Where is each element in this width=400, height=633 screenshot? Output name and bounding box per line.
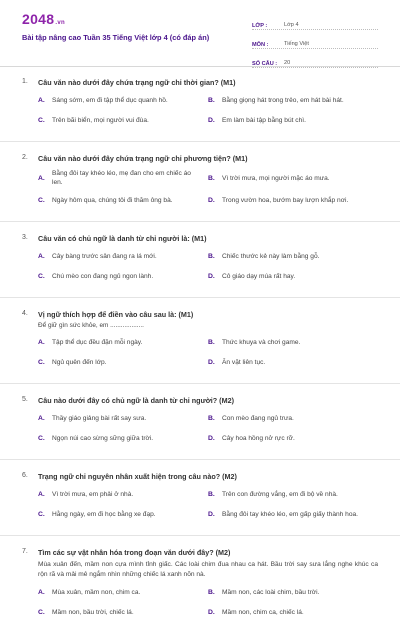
meta-row — [252, 14, 378, 30]
option-letter: B. — [208, 338, 215, 346]
option-letter: A. — [38, 338, 45, 346]
question-header — [22, 548, 378, 558]
question-item — [0, 460, 400, 536]
question-text: Câu nào dưới đây có chủ ngữ là danh từ chỉ người? (M2) — [38, 396, 234, 405]
option-letter: B. — [208, 588, 215, 596]
answer-options — [22, 487, 378, 527]
question-passage: Mùa xuân đến, mầm non cựa mình tỉnh giấc. Các loài chim đua nhau ca hát. Bầu trời say sưa lắng nghe khúc ca rộn rã và mải mê ngắm nhìn những chiếc lá xanh nõn nà. — [38, 561, 378, 578]
option-text: Ngủ quên đến lớp. — [52, 358, 107, 366]
answer-option[interactable] — [38, 411, 208, 425]
answer-option[interactable] — [208, 113, 378, 127]
question-text: Câu văn nào dưới đây chứa trạng ngữ chỉ phương tiện? (M1) — [38, 154, 248, 163]
answer-option[interactable] — [208, 411, 378, 425]
question-header — [22, 472, 378, 482]
option-text: Em làm bài tập bằng bút chì. — [222, 116, 306, 124]
option-text: Chú mèo con đang ngủ ngon lành. — [52, 272, 154, 280]
option-letter: A. — [38, 490, 45, 498]
question-number: 7. — [22, 548, 28, 555]
answer-option[interactable] — [38, 507, 208, 521]
question-header — [22, 154, 378, 164]
question-item — [0, 142, 400, 222]
logo-main: 2048 — [22, 11, 55, 27]
site-logo[interactable] — [22, 11, 65, 27]
option-text: Ngọn núi cao sừng sững giữa trời. — [52, 434, 154, 442]
question-item — [0, 536, 400, 633]
meta-row — [252, 33, 378, 49]
answer-options — [22, 585, 378, 625]
option-text: Con mèo đang ngủ trưa. — [222, 414, 294, 422]
answer-option[interactable] — [38, 335, 208, 349]
option-letter: C. — [38, 608, 45, 616]
option-letter: B. — [208, 174, 215, 182]
option-text: Trong vườn hoa, bướm bay lượn khắp nơi. — [222, 196, 349, 204]
option-letter: B. — [208, 490, 215, 498]
question-text: Vị ngữ thích hợp để điền vào câu sau là: (M1) — [38, 310, 194, 319]
answer-option[interactable] — [38, 431, 208, 445]
option-letter: C. — [38, 196, 45, 204]
question-item — [0, 222, 400, 298]
option-letter: C. — [38, 358, 45, 366]
option-letter: C. — [38, 510, 45, 518]
option-text: Trên con đường vắng, em đi bộ về nhà. — [222, 490, 338, 498]
answer-option[interactable] — [208, 585, 378, 599]
question-item — [0, 298, 400, 384]
option-letter: B. — [208, 414, 215, 422]
option-text: Bằng đôi tay khéo léo, mẹ đan cho em chiếc áo len. — [52, 170, 191, 186]
answer-options — [22, 249, 378, 289]
option-letter: A. — [38, 174, 45, 182]
answer-options — [22, 411, 378, 451]
meta-value: Tiếng Việt — [284, 41, 309, 47]
option-text: Cô giáo dạy múa rất hay. — [222, 272, 296, 280]
option-text: Hằng ngày, em đi học bằng xe đạp. — [52, 510, 156, 518]
question-item — [0, 66, 400, 142]
option-text: Mầm non, các loài chim, bầu trời. — [222, 588, 320, 596]
answer-option[interactable] — [208, 355, 378, 369]
option-text: Thầy giáo giảng bài rất say sưa. — [52, 414, 147, 422]
answer-option[interactable] — [38, 487, 208, 501]
answer-options — [22, 93, 378, 133]
answer-option[interactable] — [38, 193, 208, 207]
question-number: 6. — [22, 472, 28, 479]
question-number: 5. — [22, 396, 28, 403]
question-text: Trạng ngữ chỉ nguyên nhân xuất hiện trong câu nào? (M2) — [38, 472, 237, 481]
question-number: 1. — [22, 78, 28, 85]
option-letter: A. — [38, 96, 45, 104]
option-text: Bằng giọng hát trong trẻo, em hát bài hát. — [222, 96, 344, 104]
answer-option[interactable] — [208, 605, 378, 619]
meta-value: Lớp 4 — [284, 22, 299, 28]
option-text: Mầm non, chim ca, chiếc lá. — [222, 608, 304, 616]
option-letter: C. — [38, 116, 45, 124]
answer-option[interactable] — [38, 113, 208, 127]
option-letter: C. — [38, 434, 45, 442]
option-letter: A. — [38, 588, 45, 596]
option-text: Mầm non, bầu trời, chiếc lá. — [52, 608, 134, 616]
option-letter: A. — [38, 252, 45, 260]
option-letter: B. — [208, 96, 215, 104]
option-text: Trên bãi biển, mọi người vui đùa. — [52, 116, 149, 124]
option-letter: D. — [208, 434, 215, 442]
answer-options — [22, 335, 378, 375]
option-letter: D. — [208, 608, 215, 616]
answer-option[interactable] — [208, 431, 378, 445]
answer-option[interactable] — [38, 585, 208, 599]
option-text: Cây hoa hồng nở rực rỡ. — [222, 434, 295, 442]
logo-domain: .vn — [55, 20, 65, 26]
answer-option[interactable] — [208, 487, 378, 501]
option-letter: B. — [208, 252, 215, 260]
worksheet-title: Bài tập nâng cao Tuần 35 Tiếng Việt lớp 4 (có đáp án) — [22, 33, 210, 42]
option-text: Vì trời mưa, mọi người mặc áo mưa. — [222, 174, 330, 182]
option-text: Vì trời mưa, em phải ở nhà. — [52, 490, 134, 498]
question-sentence: Để giữ gìn sức khỏe, em ................... — [38, 322, 144, 329]
meta-label: MÔN : — [252, 42, 269, 48]
meta-value: 20 — [284, 60, 291, 66]
answer-options — [22, 169, 378, 213]
question-number: 3. — [22, 234, 28, 241]
option-letter: D. — [208, 196, 215, 204]
option-text: Bằng đôi tay khéo léo, em gấp giấy thành hoa. — [222, 510, 359, 518]
question-header — [22, 234, 378, 244]
answer-option[interactable] — [208, 193, 378, 207]
question-item — [0, 384, 400, 460]
meta-label: LỚP : — [252, 23, 268, 29]
option-letter: D. — [208, 116, 215, 124]
option-text: Ngày hôm qua, chúng tôi đi thăm ông bà. — [52, 196, 173, 204]
option-text: Chiếc thước kẻ này làm bằng gỗ. — [222, 252, 320, 260]
answer-option[interactable] — [208, 507, 378, 521]
meta-label: SỐ CÂU : — [252, 61, 278, 67]
option-text: Tập thể dục đều đặn mỗi ngày. — [52, 338, 143, 346]
answer-option[interactable] — [208, 169, 378, 187]
question-header — [22, 78, 378, 88]
option-letter: D. — [208, 510, 215, 518]
option-text: Ăn vặt liên tục. — [222, 358, 266, 366]
question-header — [22, 310, 378, 320]
option-letter: A. — [38, 414, 45, 422]
option-text: Cây bàng trước sân đang ra lá mới. — [52, 252, 157, 260]
question-header — [22, 396, 378, 406]
question-text: Câu văn có chủ ngữ là danh từ chỉ người là: (M1) — [38, 234, 207, 243]
question-number: 4. — [22, 310, 28, 317]
answer-option[interactable] — [38, 269, 208, 283]
answer-option[interactable] — [208, 335, 378, 349]
option-letter: D. — [208, 272, 215, 280]
question-text: Tìm các sự vật nhân hóa trong đoạn văn dưới đây? (M2) — [38, 548, 231, 557]
question-list — [0, 66, 400, 633]
answer-option[interactable] — [208, 249, 378, 263]
option-letter: C. — [38, 272, 45, 280]
answer-option[interactable] — [38, 169, 208, 187]
option-text: Mùa xuân, mầm non, chim ca. — [52, 588, 141, 596]
answer-option[interactable] — [38, 249, 208, 263]
question-number: 2. — [22, 154, 28, 161]
option-letter: D. — [208, 358, 215, 366]
option-text: Thức khuya và chơi game. — [222, 338, 301, 346]
answer-option[interactable] — [208, 269, 378, 283]
answer-option[interactable] — [38, 93, 208, 107]
worksheet-header — [0, 0, 400, 67]
answer-option[interactable] — [208, 93, 378, 107]
option-text: Sáng sớm, em đi tập thể dục quanh hồ. — [52, 96, 168, 104]
answer-option[interactable] — [38, 605, 208, 619]
answer-option[interactable] — [38, 355, 208, 369]
worksheet-meta — [252, 14, 378, 71]
question-text: Câu văn nào dưới đây chứa trạng ngữ chỉ thời gian? (M1) — [38, 78, 236, 87]
